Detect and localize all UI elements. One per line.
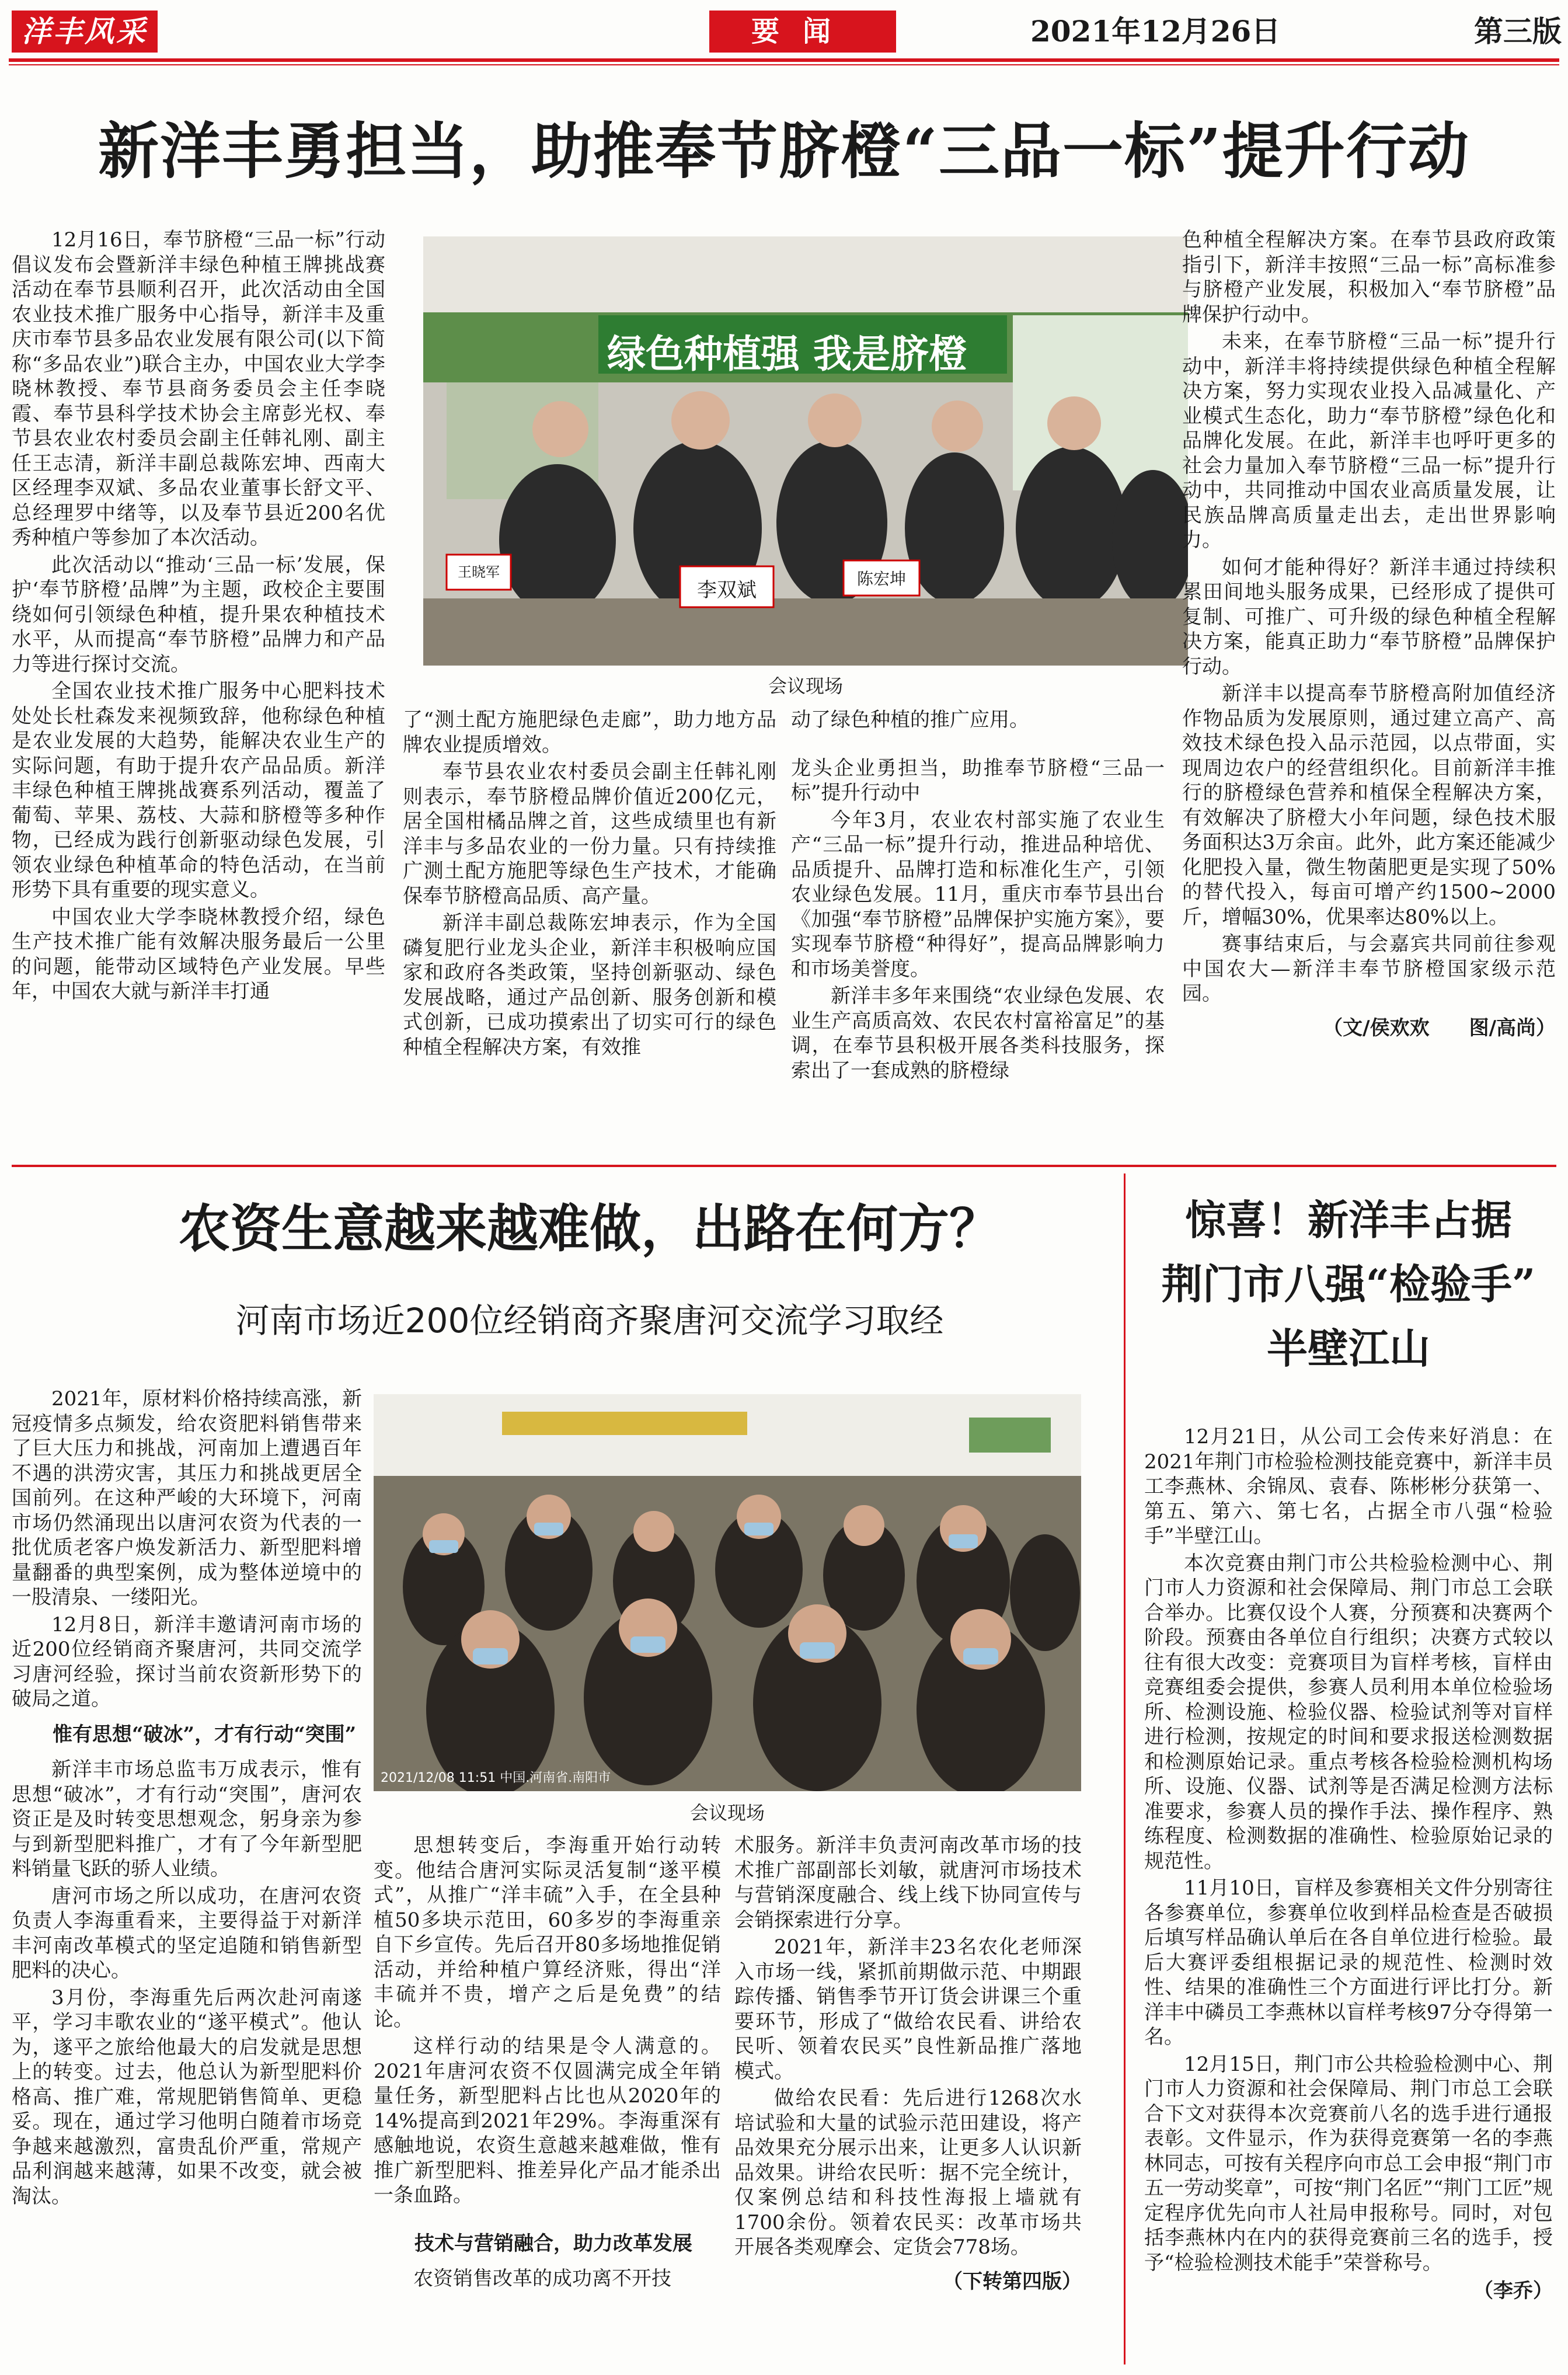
article1-col4 <box>1182 228 1556 1043</box>
paragraph: 了“测土配方施肥绿色走廊”，助力地方品牌农业提质增效。 <box>403 708 776 757</box>
paragraph: 今年3月，农业农村部实施了农业生产“三品一标”提升行动，推进品种培优、品质提升、品牌打造和标准化生产，引领农业绿色发展。11月，重庆市奉节县出台《加强“奉节脐橙”品牌保护实施方案》，要实现奉节脐橙“种得好”，提高品牌影响力和市场美誉度。 <box>791 808 1165 981</box>
paragraph: 唐河市场之所以成功，在唐河农资负责人李海重看来，主要得益于对新洋丰河南改革模式的坚定追随和销售新型肥料的决心。 <box>12 1884 362 1982</box>
article1-title: 新洋丰勇担当，助推奉节脐橙“三品一标”提升行动 <box>98 115 1470 187</box>
paragraph: 如何才能种得好？新洋丰通过持续积累田间地头服务成果，已经形成了提供可复制、可推广、可升级的绿色种植全程解决方案，能真正助力“奉节脐橙”品牌保护行动。 <box>1182 555 1556 678</box>
article2-col2 <box>374 1833 721 2294</box>
paragraph: 动了绿色种植的推广应用。 <box>791 708 1029 732</box>
title-line: 惊喜！新洋丰占据 <box>1185 1196 1512 1244</box>
paragraph: 全国农业技术推广服务中心肥料技术处处长杜森发来视频致辞，他称绿色种植是农业发展的大趋势，能解决农业生产的实际问题，有助于提升农产品品质。新洋丰绿色种植王牌挑战赛系列活动，覆盖了葡萄、苹果、荔枝、大蒜和脐橙等多种作物，已经成为践行创新驱动绿色发展，引领农业绿色种植革命的特色活动，在当前形势下具有重要的现实意义。 <box>12 680 385 901</box>
paragraph: 农资销售改革的成功离不开技 <box>413 2267 671 2290</box>
paragraph: 12月15日，荆门市公共检验检测中心、荆门市人力资源和社会保障局、荆门市总工会联合下文对获得本次竞赛前八名的选手进行通报表彰。文件显示，作为获得竞赛第一名的李燕林同志，可按有关程序向市总工会申报“荆门市五一劳动奖章”，可按“荆门名匠”“荆门工匠”规定程序优先向市人社局申报称号。同时，对包括李燕林内在内的获得竞赛前三名的选手，授予“检验检测技术能手”荣誉称号。 <box>1144 2052 1553 2275</box>
paragraph: 中国农业大学李晓林教授介绍，绿色生产技术推广能有效解决服务最后一公里的问题，能带动区域特色产业发展。早些年，中国农大就与新洋丰打通 <box>12 905 385 1003</box>
paragraph: 12月8日，新洋丰邀请河南市场的近200位经销商齐聚唐河，共同交流学习唐河经验，探讨当前农资新形势下的破局之道。 <box>12 1613 362 1711</box>
paragraph: 术服务。新洋丰负责河南改革市场的技术推广部副部长刘敏，就唐河市场技术与营销深度融合、线上线下协同宣传与会销探索进行分享。 <box>734 1834 1082 1932</box>
paragraph: 做给农民看：先后进行1268次水培试验和大量的试验示范田建设，将产品效果充分展示出来，让更多人认识新品效果。讲给农民听：据不完全统计，仅案例总结和科技性海报上墙就有1700余份。领着农民买：改革市场共开展各类观摩会、定货会778场。 <box>734 2087 1082 2259</box>
article2-col1 <box>12 1387 362 2211</box>
photo-timestamp: 2021/12/08 11:51 中国.河南省.南阳市 <box>381 1771 611 1785</box>
page-number: 第三版 <box>1474 14 1562 48</box>
paragraph: 色种植全程解决方案。在奉节县政府政策指引下，新洋丰按照“三品一标”高标准参与脐橙产业发展，积极加入“奉节脐橙”品牌保护行动中。 <box>1182 228 1556 326</box>
article3-byline: （李乔） <box>1473 2279 1553 2303</box>
article1-col3 <box>791 708 1165 1085</box>
paragraph: 赛事结束后，与会嘉宾共同前往参观中国农大—新洋丰奉节脐橙国家级示范园。 <box>1182 932 1556 1005</box>
article1-photo <box>423 236 1188 666</box>
article1-byline: （文/侯欢欢 图/高尚） <box>1323 1016 1556 1040</box>
header-rule-thin <box>9 64 1559 65</box>
paragraph: 这样行动的结果是令人满意的。2021年唐河农资不仅圆满完成全年销量任务，新型肥料占比也从2020年的14%提高到2021年29%。李海重深有感触地说，农资生意越来越难做，惟有推广新型肥料、推差异化产品才能杀出一条血路。 <box>374 2035 721 2207</box>
article2-photo-caption: 会议现场 <box>689 1802 765 1824</box>
paragraph: 奉节县农业农村委员会副主任韩礼刚则表示，奉节脐橙品牌价值近200亿元，居全国柑橘品牌之首，这些成绩里也有新洋丰与多品农业的一份力量。只有持续推广测土配方施肥等绿色生产技术，才能确保奉节脐橙高品质、高产量。 <box>403 760 776 908</box>
article3-body <box>1144 1425 1553 2306</box>
article2-col3 <box>734 1833 1082 2296</box>
article2-continued: （下转第四版） <box>943 2269 1082 2293</box>
paragraph: 2021年，原材料价格持续高涨，新冠疫情多点频发，给农资肥料销售带来了巨大压力和挑战，河南加上遭遇百年不遇的洪涝灾害，其压力和挑战更居全国前列。在这种严峻的大环境下，河南市场仍然涌现出以唐河农资为代表的一批优质老客户焕发新活力、新型肥料增量翻番的典型案例，成为整体逆境中的一股清泉、一缕阳光。 <box>12 1387 362 1609</box>
title-line: 半壁江山 <box>1267 1324 1430 1373</box>
nameplate: 陈宏坤 <box>856 569 906 588</box>
photo-banner-text: 绿色种植强 我是脐橙 <box>607 332 967 377</box>
paragraph: 龙头企业勇担当，助推奉节脐橙“三品一标”提升行动中 <box>791 756 1165 805</box>
article1-col1 <box>12 228 385 1007</box>
article2-photo <box>374 1394 1081 1791</box>
section-divider <box>12 1165 1556 1167</box>
article1-photo-caption: 会议现场 <box>768 675 843 697</box>
paragraph: 新洋丰以提高奉节脐橙高附加值经济作物品质为发展原则，通过建立高产、高效技术绿色投入品示范园，以点带面，实现周边农户的经营组织化。目前新洋丰推行的脐橙绿色营养和植保全程解决方案，有效解决了脐橙大小年问题，绿色技术服务面积达3万余亩。此外，此方案还能减少化肥投入量，微生物菌肥更是实现了50%的替代投入，每亩可增产约1500~2000斤，增幅30%，优果率达80%以上。 <box>1182 682 1556 929</box>
paragraph: 新洋丰副总裁陈宏坤表示，作为全国磷复肥行业龙头企业，新洋丰积极响应国家和政府各类政策，坚持创新驱动、绿色发展战略，通过产品创新、服务创新和模式创新，已成功摸索出了切实可行的绿色种植全程解决方案，有效推 <box>403 911 776 1059</box>
paragraph: 新洋丰多年来围绕“农业绿色发展、农业生产高质高效、农民农村富裕富足”的基调，在奉节县积极开展各类科技服务，探索出了一套成熟的脐橙绿 <box>791 984 1165 1082</box>
masthead-logo: 洋丰风采 <box>12 11 158 53</box>
paragraph: 12月21日，从公司工会传来好消息：在2021年荆门市检验检测技能竞赛中，新洋丰员工李燕林、余锦凤、袁春、陈彬彬分获第一、第五、第六、第七名，占据全市八强“检验手”半壁江山。 <box>1144 1425 1553 1548</box>
paragraph: 12月16日，奉节脐橙“三品一标”行动倡议发布会暨新洋丰绿色种植王牌挑战赛活动在奉节县顺利召开，此次活动由全国农业技术推广服务中心指导，新洋丰及重庆市奉节县多品农业发展有限公司(以下简称“多品农业”)联合主办，中国农业大学李晓林教授、奉节县商务委员会主任李晓霞、奉节县科学技术协会主席彭光权、奉节县农业农村委员会副主任韩礼刚、副主任王志清，新洋丰副总裁陈宏坤、西南大区经理李双斌、多品农业董事长舒文平、总经理罗中绪等，以及奉节县近200名优秀种植户等参加了本次活动。 <box>12 228 385 549</box>
article2-title: 农资生意越来越难做，出路在何方？ <box>178 1198 1001 1259</box>
paragraph: 此次活动以“推动‘三品一标’发展，保护‘奉节脐橙’品牌”为主题，政校企主要围绕如何引领绿色种植，提升果农种植技术水平，从而提高“奉节脐橙”品牌力和产品力等进行探讨交流。 <box>12 553 385 676</box>
paragraph: 未来，在奉节脐橙“三品一标”提升行动中，新洋丰将持续提供绿色种植全程解决方案，努力实现农业投入品减量化、产业模式生态化，助力“奉节脐橙”绿色化和品牌化发展。在此，新洋丰也呼吁更多的社会力量加入奉节脐橙“三品一标”提升行动中，共同推动中国农业高质量发展，让民族品牌高质量走出去，走出世界影响力。 <box>1182 330 1556 552</box>
article2-subheading: 惟有思想“破冰”，才有行动“突围” <box>53 1722 357 1746</box>
paragraph: 3月份，李海重先后两次赴河南遂平，学习丰歌农业的“遂平模式”。他认为，遂平之旅给他最大的启发就是思想上的转变。过去，他总认为新型肥料价格高、推广难，常规肥销售简单、更稳妥。现在，通过学习他明白随着市场竞争越来越激烈，富贵乱价严重，常规产品利润越来越薄，如果不改变，就会被淘汰。 <box>12 1986 362 2208</box>
section-label: 要闻 <box>709 11 896 53</box>
article2-subtitle: 河南市场近200位经销商齐聚唐河交流学习取经 <box>235 1301 944 1340</box>
header-rule <box>9 58 1559 62</box>
nameplate: 王晓军 <box>458 564 500 580</box>
article3-title <box>1144 1188 1553 1381</box>
issue-date: 2021年12月26日 <box>1030 14 1281 48</box>
paragraph: 新洋丰市场总监韦万成表示，惟有思想“破冰”，才有行动“突围”，唐河农资正是及时转变思想观念，躬身亲为参与到新型肥料推广，才有了今年新型肥料销量飞跃的骄人业绩。 <box>12 1758 362 1881</box>
nameplate: 李双斌 <box>697 579 757 602</box>
column-divider <box>1124 1173 1126 2364</box>
paragraph: 2021年，新洋丰23名农化老师深入市场一线，紧抓前期做示范、中期跟踪传播、销售季节开订货会讲课三个重要环节，形成了“做给农民看、讲给农民听、领着农民买”良性新品推广落地模式。 <box>734 1935 1082 2083</box>
article2-subheading: 技术与营销融合，助力改革发展 <box>414 2231 692 2255</box>
paragraph: 思想转变后，李海重开始行动转变。他结合唐河实际灵活复制“遂平模式”，从推广“洋丰硫”入手，在全县种植50多块示范田，60多岁的李海重亲自下乡宣传。先后召开80多场地推促销活动，并给种植户算经济账，得出“洋丰硫并不贵，增产之后是免费”的结论。 <box>374 1834 721 2031</box>
paragraph: 11月10日，盲样及参赛相关文件分别寄往各参赛单位，参赛单位收到样品检查是否破损后填写样品确认单后在各自单位进行检验。最后大赛评委组根据记录的规范性、检测时效性、结果的准确性三个方面进行评比打分。新洋丰中磷员工李燕林以盲样考核97分夺得第一名。 <box>1144 1876 1553 2049</box>
paragraph: 本次竞赛由荆门市公共检验检测中心、荆门市人力资源和社会保障局、荆门市总工会联合举办。比赛仅设个人赛，分预赛和决赛两个阶段。预赛由各单位自行组织；决赛方式较以往有很大改变：竞赛项目为盲样考核，盲样由竞赛组委会提供，参赛人员利用本单位检验场所、检测设施、检验仪器、检验试剂等对盲样进行检测，按规定的时间和要求报送检测数据和检测原始记录。重点考核各检验检测机构场所、设施、仪器、试剂等是否满足检测方法标准要求，参赛人员的操作手法、操作程序、熟练程度、检测数据的准确性、检验原始记录的规范性。 <box>1144 1551 1553 1873</box>
title-line: 荆门市八强“检验手” <box>1161 1260 1536 1308</box>
article1-col2 <box>403 708 776 1062</box>
